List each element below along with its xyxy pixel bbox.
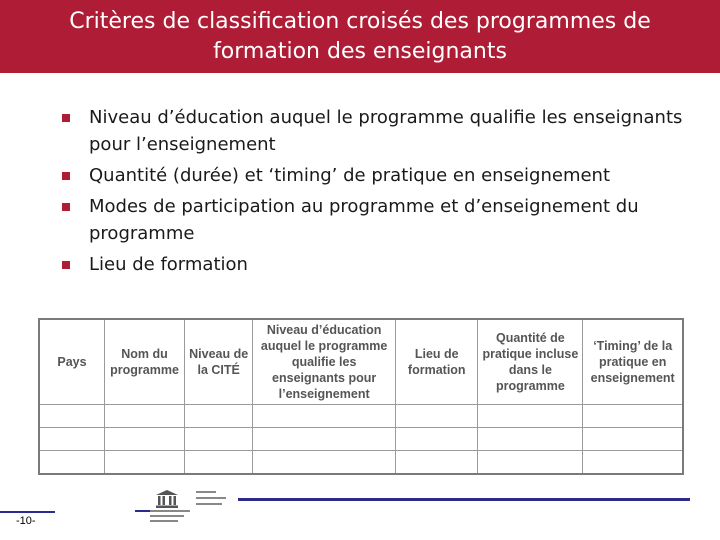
- table-cell: [185, 405, 253, 428]
- bullet-list: [60, 104, 690, 282]
- footer-line-left: [0, 511, 55, 513]
- table-cell: [253, 405, 396, 428]
- bullet-item: [60, 162, 690, 189]
- unesco-logo: [150, 490, 192, 530]
- table-cell: [104, 405, 184, 428]
- square-bullet-icon: [62, 261, 70, 269]
- temple-icon: [156, 490, 178, 508]
- header-pays: Pays: [39, 319, 104, 405]
- table-cell: [478, 405, 583, 428]
- table-cell: [185, 428, 253, 451]
- table-cell: [104, 451, 184, 475]
- table-cell: [253, 451, 396, 475]
- logo-caption-lines: [150, 510, 190, 525]
- bullet-item: [60, 251, 690, 278]
- table-cell: [478, 428, 583, 451]
- table-row: [39, 405, 683, 428]
- classification-table: [38, 318, 684, 475]
- bullet-item: [60, 193, 690, 247]
- header-niveau-cite: Niveau de la CITÉ: [185, 319, 253, 405]
- table-cell: [39, 405, 104, 428]
- table-row: [39, 428, 683, 451]
- slide-title: Critères de classification croisés des programmes de formation des enseignants: [69, 8, 651, 64]
- institute-logo: [196, 491, 232, 515]
- title-bar: [0, 0, 720, 73]
- table-cell: [478, 451, 583, 475]
- table-cell: [39, 451, 104, 475]
- footer-line-right: [238, 498, 690, 501]
- table-cell: [396, 405, 478, 428]
- table-cell: [396, 428, 478, 451]
- table-cell: [39, 428, 104, 451]
- bullet-text: Niveau d’éducation auquel le programme qualifie les enseignants pour l’enseignement: [89, 107, 683, 155]
- header-timing-pratique: ‘Timing’ de la pratique en enseignement: [583, 319, 683, 405]
- table-header-row: [39, 319, 683, 405]
- bullet-item: [60, 104, 690, 158]
- table-cell: [104, 428, 184, 451]
- table-cell: [583, 451, 683, 475]
- header-lieu-formation: Lieu de formation: [396, 319, 478, 405]
- page-number: -10-: [16, 515, 36, 527]
- table-cell: [396, 451, 478, 475]
- bullet-text: Lieu de formation: [89, 254, 248, 275]
- bullet-text: Quantité (durée) et ‘timing’ de pratique en enseignement: [89, 165, 611, 186]
- table-cell: [185, 451, 253, 475]
- square-bullet-icon: [62, 172, 70, 180]
- header-quantite-pratique: Quantité de pratique incluse dans le programme: [478, 319, 583, 405]
- bullet-text: Modes de participation au programme et d’enseignement du programme: [89, 196, 639, 244]
- table-row: [39, 451, 683, 475]
- header-nom-programme: Nom du programme: [104, 319, 184, 405]
- square-bullet-icon: [62, 203, 70, 211]
- table-cell: [253, 428, 396, 451]
- square-bullet-icon: [62, 114, 70, 122]
- table-cell: [583, 405, 683, 428]
- header-niveau-education: Niveau d’éducation auquel le programme qualifie les enseignants pour l’enseignement: [253, 319, 396, 405]
- table-cell: [583, 428, 683, 451]
